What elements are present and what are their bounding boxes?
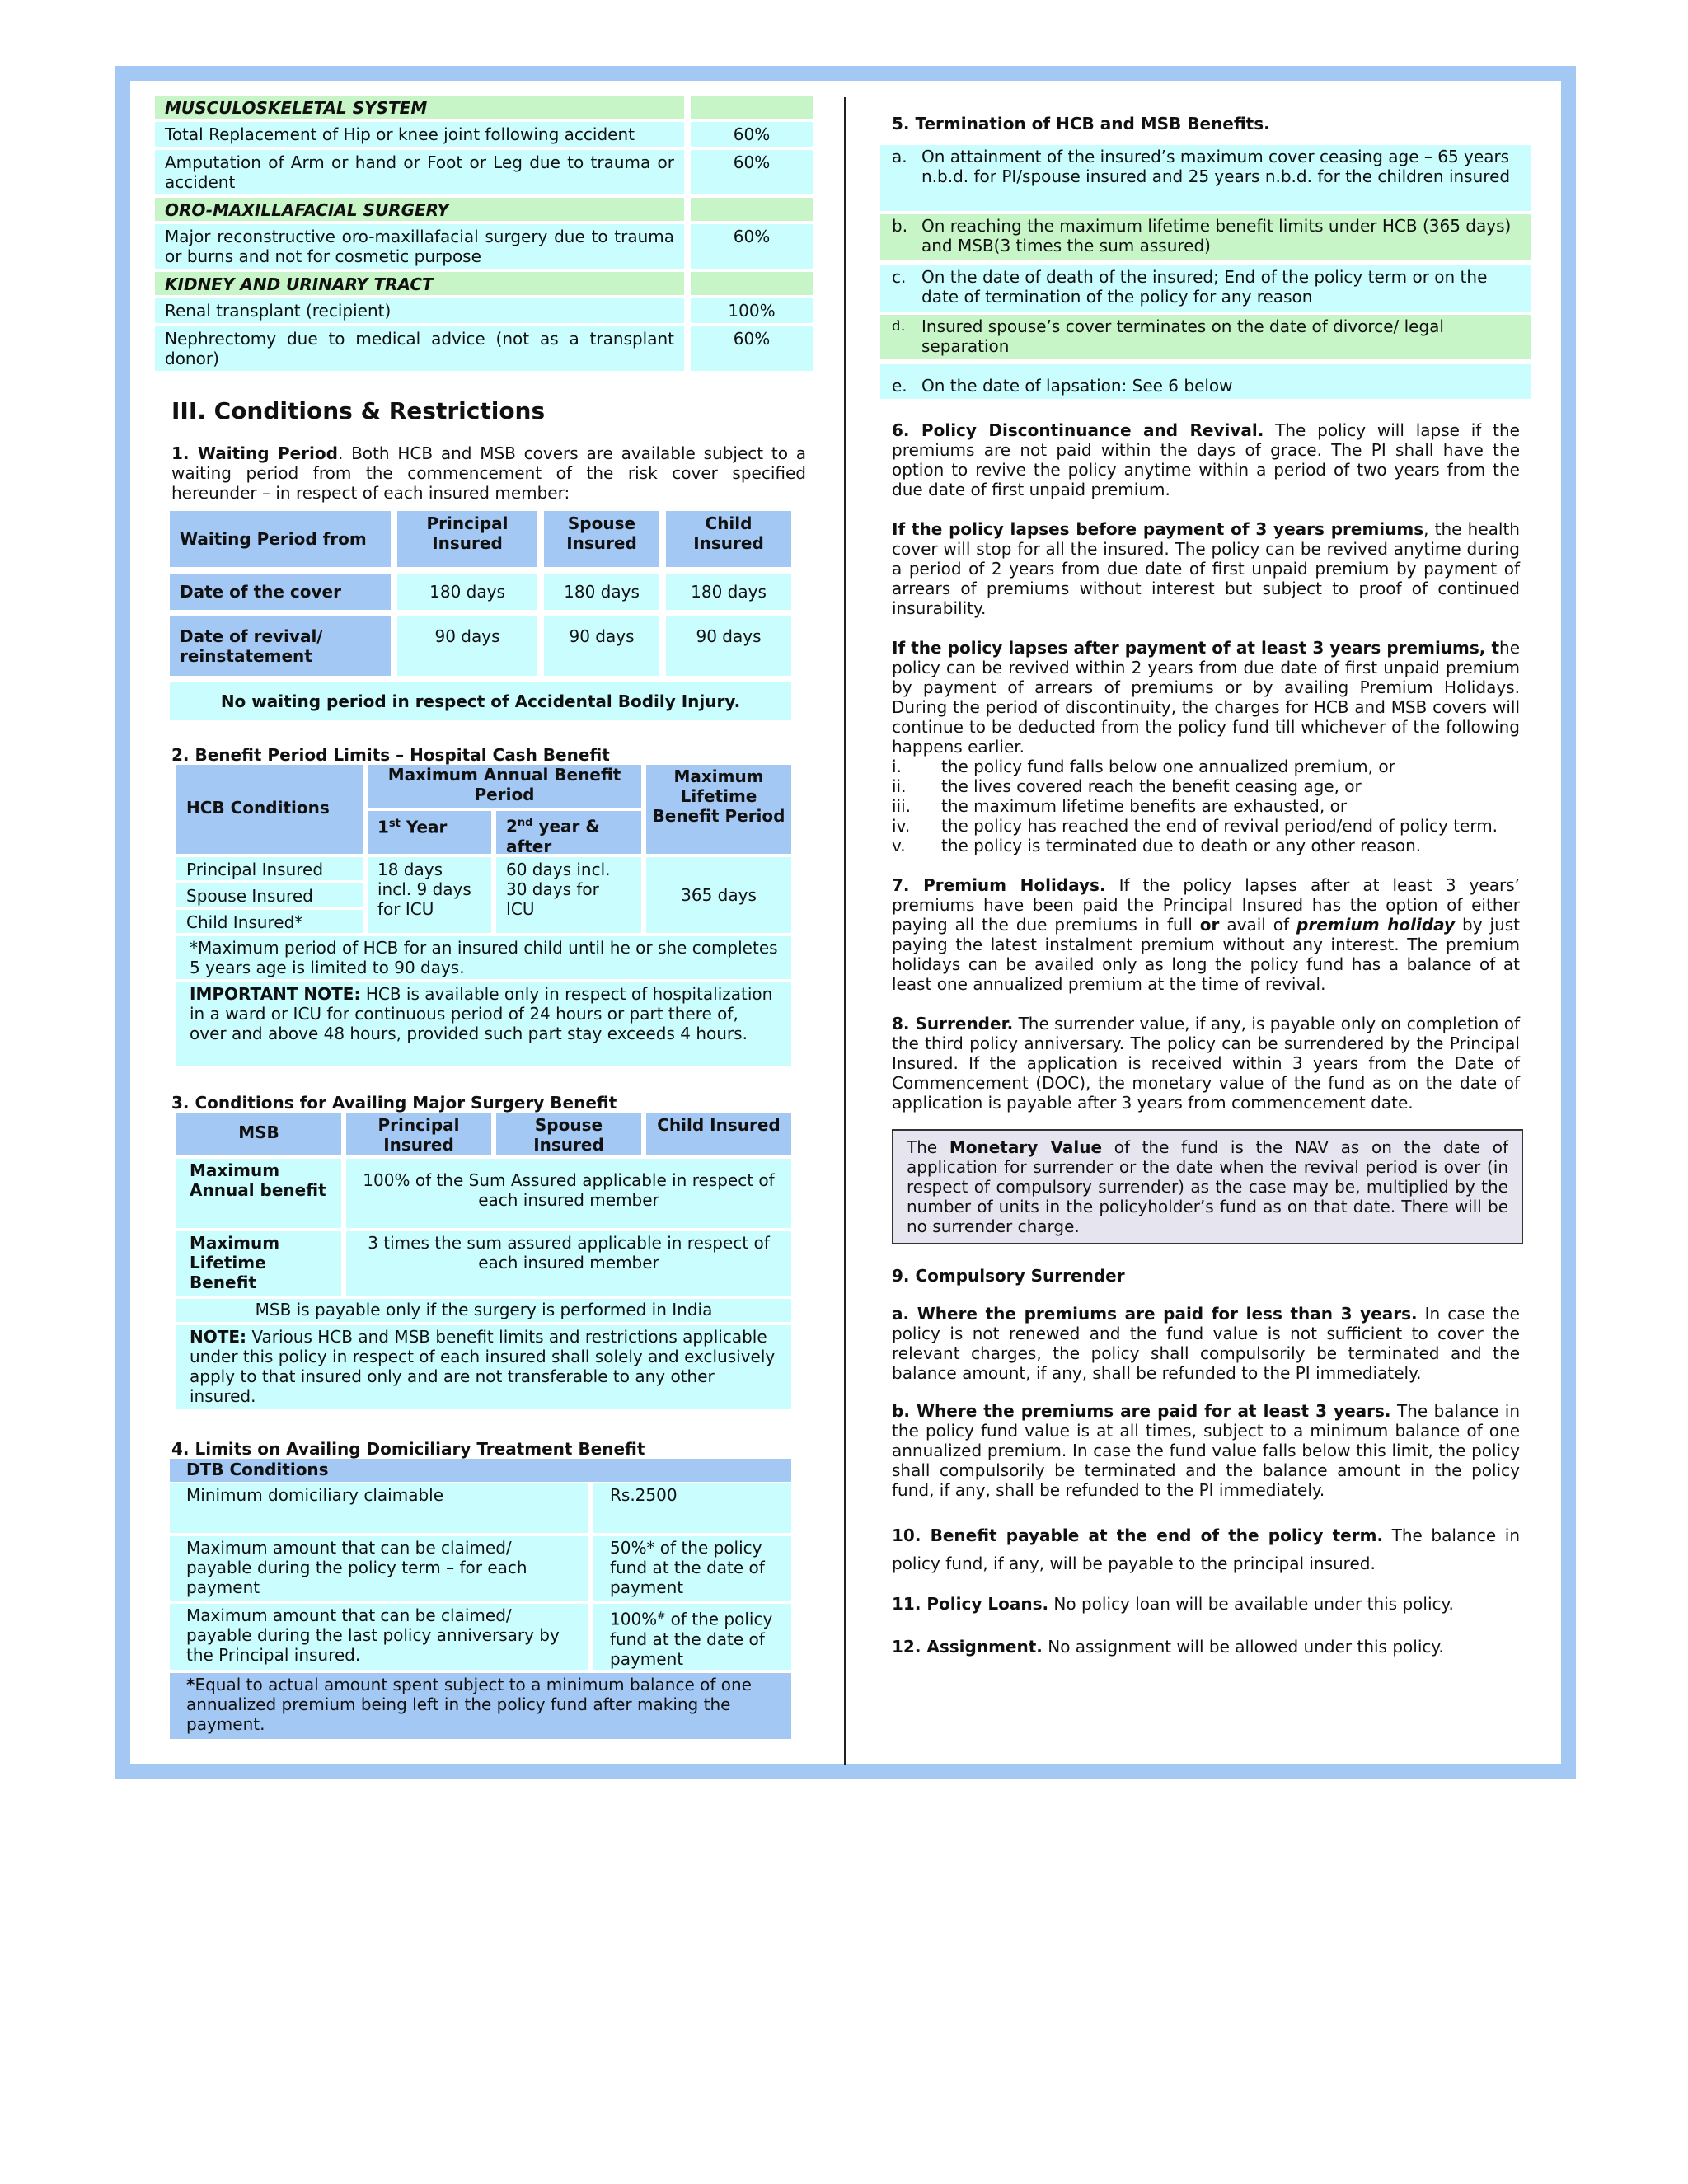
lapse-before-bold: If the policy lapses before payment of 3 years premiums <box>892 519 1424 539</box>
hcb-second-year-value: 60 days incl. 30 days for ICU <box>496 857 641 933</box>
list-text: the policy is terminated due to death or any other reason. <box>941 836 1422 855</box>
policy-loans-heading: 11. Policy Loans. <box>892 1594 1049 1614</box>
hcb-important-note <box>176 982 791 1066</box>
compulsory-b-text: The balance in the policy fund value is at all times, subject to a minimum balance of one annualized premium. In case the fund value falls below this limit, the policy shall compulsorily be terminated and the balance amount in the policy fund, if any, shall be refunded to the PI immediately. <box>892 1401 1520 1500</box>
waiting-row-value: 90 days <box>397 616 537 676</box>
premium-holidays-text: by just paying the latest instalment premium without any interest. The premium holidays can be availed only as long the policy fund has a balance of at least one annualized premium at the time of revival. <box>892 915 1521 994</box>
waiting-row-value: 90 days <box>544 616 659 676</box>
hcb-footnote: *Maximum period of HCB for an insured child until he or she completes 5 years age is limited to 90 days. <box>176 936 791 979</box>
termination-heading: 5. Termination of HCB and MSB Benefits. <box>892 114 1270 134</box>
termination-item <box>880 265 1531 312</box>
right-column <box>880 96 1531 1657</box>
termination-list <box>880 145 1531 417</box>
list-item <box>892 816 1520 836</box>
waiting-col-spouse: Spouse Insured <box>544 511 659 567</box>
surgery-row-value: 60% <box>691 326 813 371</box>
msb-india-note: MSB is payable only if the surgery is performed in India <box>176 1299 791 1322</box>
benefit-end-para <box>892 1521 1520 1577</box>
lapse-before-text: , the health cover will stop for all the insured. The policy can be revived anytime during a period of 2 years from due date of first unpaid premium by payment of arrears of premiums without interest but subject to proof of continued insurability. <box>892 519 1520 618</box>
waiting-period-heading: 1. Waiting Period <box>171 443 338 463</box>
waiting-row-value: 180 days <box>397 574 537 610</box>
surrender-text: The surrender value, if any, is payable only on completion of the third policy anniversary. The policy can be surrendered by the Principal Insured. If the application is received within 3 years from the Date of Commencement (DOC), the monetary value of the fund as on the date of application is payable after 3 years from commencement date. <box>892 1014 1521 1113</box>
monetary-text: of the fund is the NAV as on the date of application for surrender or the date when the revival period is over (in respect of compulsory surrender) as the case may be, multiplied by the number of units in the policyholder’s fund as on that date. There will be no surrender charge. <box>907 1137 1509 1236</box>
termination-item <box>880 364 1531 399</box>
termination-mark: c. <box>892 267 907 287</box>
compulsory-a-text: In case the policy is not renewed and the fund value is not sufficient to cover the relevant charges, the policy shall compulsorily be terminated and the balance amount, if any, shall be refunded to the PI immediately. <box>892 1304 1520 1383</box>
premium-holidays-heading: 7. Premium Holidays. <box>892 875 1106 895</box>
discontinuance-heading: 6. Policy Discontinuance and Revival. <box>892 420 1264 440</box>
list-mark: v. <box>892 836 906 855</box>
surgery-row-label: Renal transplant (recipient) <box>155 298 684 323</box>
msb-note <box>176 1325 791 1409</box>
lapse-after-text: he policy can be revived within 2 years from due date of first unpaid premium by payment of arrears of premiums or by availing Premium Holidays. During the period of discontinuity, the charges for HCB and MSB covers will continue to be deducted from the policy fund till whichever of the following happens earlier. <box>892 638 1520 757</box>
waiting-row-value: 90 days <box>666 616 791 676</box>
policy-loans-para <box>892 1594 1520 1614</box>
dtb-title: DTB Conditions <box>170 1459 791 1482</box>
surgery-row-value: 60% <box>691 122 813 147</box>
termination-text: On the date of death of the insured; End of the policy term or on the date of termination of the policy for any reason <box>921 267 1488 307</box>
list-text: the maximum lifetime benefits are exhausted, or <box>941 796 1348 816</box>
surgery-row-label: Amputation of Arm or hand or Foot or Leg due to trauma or accident <box>155 150 684 194</box>
monetary-value-term: Monetary Value <box>949 1137 1103 1157</box>
dtb-value-mark: # <box>657 1610 666 1621</box>
hcb-table <box>155 765 823 1071</box>
premium-holiday-term: premium holiday <box>1296 915 1456 935</box>
hcb-col-lifetime: Maximum Lifetime Benefit Period <box>646 765 791 854</box>
msb-heading: 3. Conditions for Availing Major Surgery Benefit <box>171 1093 617 1113</box>
msb-col-child: Child Insured <box>646 1113 791 1155</box>
termination-text: On reaching the maximum lifetime benefit limits under HCB (365 days) and MSB(3 times the sum assured) <box>921 216 1512 255</box>
monetary-value-box <box>892 1129 1523 1244</box>
hcb-heading: 2. Benefit Period Limits – Hospital Cash Benefit <box>171 745 610 765</box>
termination-mark: d. <box>892 318 906 335</box>
termination-item <box>880 145 1531 211</box>
hcb-first-year-value: 18 days incl. 9 days for ICU <box>368 857 491 933</box>
monetary-text: The <box>907 1137 950 1157</box>
surgery-category: MUSCULOSKELETAL SYSTEM <box>155 96 684 119</box>
msb-row-value: 3 times the sum assured applicable in respect of each insured member <box>346 1231 791 1296</box>
waiting-period-body: . Both HCB and MSB covers are available subject to a waiting period from the commencement of the risk cover specified hereunder – in respect of each insured member: <box>171 443 807 503</box>
dtb-footnote-star: * <box>186 1675 195 1694</box>
premium-holidays-text: If the policy lapses after at least 3 years’ premiums have been paid the Principal Insured has the option of either paying all the due premiums in full <box>892 875 1520 935</box>
dtb-value-percent: 100% <box>610 1609 658 1629</box>
hcb-row-label: Principal Insured <box>176 857 363 880</box>
surgery-category: ORO-MAXILLAFACIAL SURGERY <box>155 198 684 221</box>
msb-note-text: Various HCB and MSB benefit limits and restrictions applicable under this policy in respect of each insured shall solely and exclusively apply to that insured only and are not transferable to any other insured. <box>190 1327 776 1406</box>
hcb-lifetime-value: 365 days <box>646 857 791 933</box>
hcb-row-label: Child Insured* <box>176 910 363 933</box>
list-item <box>892 757 1520 776</box>
waiting-col-from: Waiting Period from <box>170 511 391 567</box>
hcb-row-label: Spouse Insured <box>176 883 363 907</box>
policy-loans-text: No policy loan will be available under this policy. <box>1048 1594 1454 1614</box>
compulsory-heading: 9. Compulsory Surrender <box>892 1266 1125 1286</box>
dtb-heading: 4. Limits on Availing Domiciliary Treatment Benefit <box>171 1439 645 1459</box>
benefit-end-heading: 10. Benefit payable at the end of the policy term. <box>892 1526 1384 1545</box>
surgery-row-value: 60% <box>691 150 813 194</box>
msb-col-spouse: Spouse Insured <box>496 1113 641 1155</box>
hcb-col-second-year: 2nd year & after <box>496 811 641 854</box>
discontinuance-list <box>892 757 1520 855</box>
list-item <box>892 776 1520 796</box>
termination-mark: a. <box>892 147 907 166</box>
hcb-col-conditions: HCB Conditions <box>176 765 363 854</box>
msb-row-label: Maximum Lifetime Benefit <box>176 1231 341 1296</box>
msb-table <box>155 1113 823 1418</box>
premium-holidays-or: or <box>1199 915 1220 935</box>
list-text: the lives covered reach the benefit ceasing age, or <box>941 776 1362 796</box>
surgery-row-value: 60% <box>691 224 813 269</box>
surgery-row-label: Major reconstructive oro-maxillafacial surgery due to trauma or burns and not for cosmetic purpose <box>155 224 684 269</box>
surgery-category: KIDNEY AND URINARY TRACT <box>155 272 684 295</box>
lapse-after-bold: If the policy lapses after payment of at least 3 years premiums, t <box>892 638 1500 658</box>
surgery-table <box>155 96 823 381</box>
msb-note-label: NOTE: <box>190 1327 247 1347</box>
waiting-note: No waiting period in respect of Accidental Bodily Injury. <box>170 682 791 720</box>
left-column <box>155 96 823 1739</box>
termination-item <box>880 315 1531 359</box>
dtb-row-value: Rs.2500 <box>593 1483 791 1533</box>
waiting-row-label: Date of revival/ reinstatement <box>170 616 391 676</box>
lapse-before-para <box>892 519 1520 618</box>
list-mark: ii. <box>892 776 907 796</box>
discontinuance-text: The policy will lapse if the premiums are not paid within the days of grace. The PI shall have the option to revive the policy anytime within a period of two years from the due date of first unpaid premium. <box>892 420 1520 499</box>
assignment-text: No assignment will be allowed under this policy. <box>1042 1637 1444 1657</box>
termination-text: On the date of lapsation: See 6 below <box>921 376 1233 396</box>
assignment-para <box>892 1637 1520 1657</box>
list-text: the policy has reached the end of revival period/end of policy term. <box>941 816 1498 836</box>
msb-col-msb: MSB <box>176 1113 341 1155</box>
benefit-end-text: The balance in policy fund, if any, will be payable to the principal insured. <box>892 1526 1520 1573</box>
termination-text: Insured spouse’s cover terminates on the date of divorce/ legal separation <box>921 316 1444 356</box>
lapse-after-para <box>892 638 1520 757</box>
waiting-col-principal: Principal Insured <box>397 511 537 567</box>
waiting-col-child: Child Insured <box>666 511 791 567</box>
assignment-heading: 12. Assignment. <box>892 1637 1043 1657</box>
list-mark: i. <box>892 757 902 776</box>
surgery-row-label: Nephrectomy due to medical advice (not as a transplant donor) <box>155 326 684 371</box>
compulsory-a-para <box>892 1304 1520 1383</box>
waiting-table <box>155 511 823 727</box>
msb-col-principal: Principal Insured <box>346 1113 491 1155</box>
dtb-value-text: of the policy fund at the date of payment <box>610 1609 773 1669</box>
hcb-col-first-year: 1st Year <box>368 811 491 854</box>
compulsory-a-bold: a. Where the premiums are paid for less than 3 years. <box>892 1304 1418 1324</box>
msb-row-label: Maximum Annual benefit <box>176 1159 341 1228</box>
waiting-row-value: 180 days <box>666 574 791 610</box>
dtb-table <box>155 1459 823 1739</box>
waiting-period-text <box>171 443 806 503</box>
discontinuance-para <box>892 420 1520 499</box>
list-item <box>892 796 1520 816</box>
section-title: III. Conditions & Restrictions <box>171 397 546 424</box>
list-mark: iii. <box>892 796 912 816</box>
hcb-col-annual: Maximum Annual Benefit Period <box>368 765 641 808</box>
dtb-footnote-text: Equal to actual amount spent subject to a minimum balance of one annualized premium being left in the policy fund after making the payment. <box>186 1675 752 1734</box>
termination-item <box>880 214 1531 260</box>
premium-holidays-para <box>892 875 1520 994</box>
surrender-heading: 8. Surrender. <box>892 1014 1014 1033</box>
list-mark: iv. <box>892 816 911 836</box>
dtb-row-label: Minimum domiciliary claimable <box>170 1483 588 1533</box>
page-frame <box>115 66 1576 1779</box>
surgery-row-value: 100% <box>691 298 813 323</box>
surgery-category-value <box>691 198 813 221</box>
compulsory-b-para <box>892 1401 1520 1500</box>
waiting-row-label: Date of the cover <box>170 574 391 610</box>
compulsory-b-bold: b. Where the premiums are paid for at least 3 years. <box>892 1401 1391 1421</box>
important-note-text: HCB is available only in respect of hospitalization in a ward or ICU for continuous period of 24 hours or part there of, over and above 48 hours, provided such part stay exceeds 4 hours. <box>190 984 773 1043</box>
important-note-label: IMPORTANT NOTE: <box>190 984 361 1004</box>
dtb-row-value <box>593 1604 791 1670</box>
surgery-category-value <box>691 96 813 119</box>
msb-row-value: 100% of the Sum Assured applicable in respect of each insured member <box>346 1159 791 1228</box>
termination-mark: e. <box>892 376 907 396</box>
premium-holidays-text: avail of <box>1219 915 1297 935</box>
page-content <box>130 81 1561 1764</box>
list-text: the policy fund falls below one annualized premium, or <box>941 757 1395 776</box>
dtb-row-label: Maximum amount that can be claimed/ payable during the last policy anniversary by the Principal insured. <box>170 1604 588 1670</box>
surrender-para <box>892 1014 1520 1113</box>
surgery-category-value <box>691 272 813 295</box>
dtb-row-label: Maximum amount that can be claimed/ payable during the policy term – for each payment <box>170 1536 588 1601</box>
column-divider <box>844 97 846 1765</box>
dtb-footnote <box>170 1673 791 1739</box>
surgery-row-label: Total Replacement of Hip or knee joint following accident <box>155 122 684 147</box>
dtb-row-value: 50%* of the policy fund at the date of payment <box>593 1536 791 1601</box>
termination-mark: b. <box>892 216 908 236</box>
termination-text: On attainment of the insured’s maximum cover ceasing age – 65 years n.b.d. for PI/spouse insured and 25 years n.b.d. for the children insured <box>921 147 1511 186</box>
waiting-row-value: 180 days <box>544 574 659 610</box>
list-item <box>892 836 1520 855</box>
